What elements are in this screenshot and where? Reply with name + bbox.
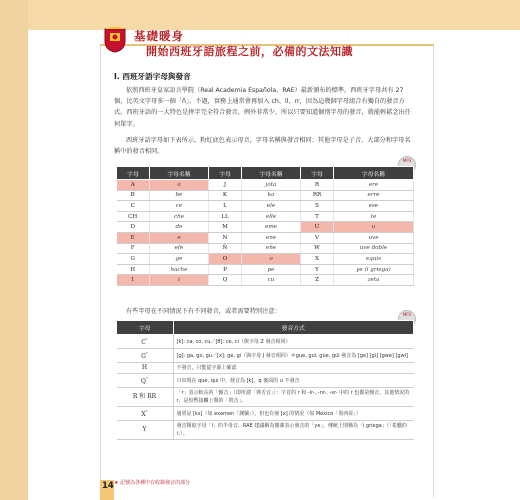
audio-mark-icon: * bbox=[145, 351, 148, 356]
footnote: ★ 記號為各種中有收錄發音的部分 bbox=[114, 480, 191, 486]
letter-label: X bbox=[141, 411, 146, 418]
alphabet-header-cell: 字母 bbox=[209, 167, 242, 180]
audio-mark-icon: * bbox=[145, 376, 148, 381]
letter-cell: M bbox=[209, 222, 242, 233]
letter-name-cell: eme bbox=[241, 222, 300, 233]
table-row bbox=[117, 275, 414, 286]
special-header-cell: 發音方式 bbox=[173, 321, 414, 335]
intro-paragraph: 依照西班牙皇家語言學院（Real Academia Española，RAE）最新頒布的標準，西班牙字母共有 27 個，比英文字母多一個「ñ」。不過，實務上通常會再加入 ch、ll、rr，因為這幾個字母組合有獨自的發音方式。西班牙語的一大特色是拼字完全符合發音，例外非常少，所以只要知道個別字母的發音，就能輕鬆念出任何單字。 bbox=[114, 87, 411, 128]
letter-cell: X bbox=[301, 254, 334, 265]
letter-cell bbox=[117, 349, 174, 363]
letter-name-cell: uve doble bbox=[334, 243, 414, 254]
letter-cell: U bbox=[301, 222, 334, 233]
letter-cell: R bbox=[301, 180, 334, 191]
letter-name-cell: equis bbox=[334, 254, 414, 265]
letter-name-cell: jota bbox=[241, 180, 300, 191]
letter-name-cell: cu bbox=[241, 275, 300, 286]
letter-name-cell: be bbox=[149, 190, 208, 201]
table-row bbox=[117, 222, 414, 233]
table-row bbox=[117, 388, 414, 407]
letter-cell: T bbox=[301, 211, 334, 222]
letter-name-cell: hache bbox=[149, 264, 208, 275]
table-row bbox=[117, 363, 414, 374]
top-frame bbox=[0, 0, 520, 30]
letter-label: Y bbox=[142, 426, 147, 433]
letter-cell bbox=[117, 407, 174, 421]
pronunciation-cell: 「r」表示較長的「顫音」（即所謂「彈舌音」）：字首的 r 和 -lr-, -nr-, -sr- 中的 r 也都是顫音，其他情況的 r，是短暫接觸上顎的「閃音」。 bbox=[173, 388, 414, 407]
spain-emblem-icon bbox=[103, 27, 127, 53]
alphabet-header-cell: 字母名稱 bbox=[334, 167, 414, 180]
audio-mark-icon: * bbox=[145, 337, 148, 342]
alphabet-header-cell: 字母名稱 bbox=[149, 167, 208, 180]
letter-name-cell: efe bbox=[149, 243, 208, 254]
letter-name-cell: zeta bbox=[334, 275, 414, 286]
letter-cell: B bbox=[117, 190, 150, 201]
letter-cell: N bbox=[209, 232, 242, 243]
letter-cell: Ñ bbox=[209, 243, 242, 254]
letter-name-cell: uve bbox=[334, 232, 414, 243]
table-row bbox=[117, 211, 414, 222]
audio-mark-icon: * bbox=[145, 409, 148, 414]
table-row bbox=[117, 374, 414, 388]
table-row bbox=[117, 243, 414, 254]
letter-name-cell: ge bbox=[149, 254, 208, 265]
letter-cell: Q bbox=[209, 275, 242, 286]
alphabet-table bbox=[116, 166, 414, 286]
pronunciation-cell: [k]: ca, co, cu／[θ]: ce, ci（與字母 Z 發音相同） bbox=[173, 335, 414, 349]
letter-cell: J bbox=[209, 180, 242, 191]
letter-cell: V bbox=[301, 232, 334, 243]
letter-name-cell: ele bbox=[241, 201, 300, 212]
letter-cell: P bbox=[209, 264, 242, 275]
table-row bbox=[117, 421, 414, 440]
chapter-title: 基礎暖身 bbox=[134, 29, 184, 43]
letter-label: R 和 RR bbox=[132, 393, 157, 400]
letter-cell: I bbox=[117, 275, 150, 286]
table-row bbox=[117, 407, 414, 421]
letter-label: G bbox=[141, 353, 146, 360]
letter-cell: LL bbox=[209, 211, 242, 222]
letter-name-cell: u bbox=[334, 222, 414, 233]
letter-cell: CH bbox=[117, 211, 150, 222]
table-row bbox=[117, 190, 414, 201]
letter-name-cell: pe bbox=[241, 264, 300, 275]
letter-cell bbox=[117, 363, 174, 374]
letter-name-cell: te bbox=[334, 211, 414, 222]
letter-cell: E bbox=[117, 232, 150, 243]
letter-label: Q bbox=[141, 378, 146, 385]
table-row bbox=[117, 264, 414, 275]
letter-name-cell: eñe bbox=[241, 243, 300, 254]
letter-name-cell: e bbox=[149, 232, 208, 243]
letter-name-cell: ene bbox=[241, 232, 300, 243]
letter-cell: S bbox=[301, 201, 334, 212]
letter-cell bbox=[117, 335, 174, 349]
letter-name-cell: de bbox=[149, 222, 208, 233]
pronunciation-cell: 不發音，只能從字源上確認 bbox=[173, 363, 414, 374]
special-paragraph: 有些字母在不同情況下有不同發音，或者需要特別注意： bbox=[126, 308, 281, 315]
letter-cell: Z bbox=[301, 275, 334, 286]
letter-cell bbox=[117, 374, 174, 388]
letter-label: C bbox=[141, 339, 146, 346]
letter-name-cell: a bbox=[149, 180, 208, 191]
letter-name-cell: elle bbox=[241, 211, 300, 222]
page-number: 14 bbox=[102, 481, 114, 491]
letter-cell: H bbox=[117, 264, 150, 275]
left-frame bbox=[0, 0, 28, 500]
letter-cell: C bbox=[117, 201, 150, 212]
letter-name-cell: erre bbox=[334, 190, 414, 201]
table-row bbox=[117, 349, 414, 363]
letter-name-cell: ye (i griega) bbox=[334, 264, 414, 275]
pronunciation-cell: 通常是 [ks]（如 examen「測驗」），但也有發 [x] 的情況（如 México「墨西哥」） bbox=[173, 407, 414, 421]
letter-cell: F bbox=[117, 243, 150, 254]
letter-name-cell: che bbox=[149, 211, 208, 222]
table-row bbox=[117, 180, 414, 191]
chapter-subtitle: 開始西班牙語旅程之前，必備的文法知識 bbox=[146, 45, 353, 58]
alphabet-header-cell: 字母 bbox=[117, 167, 150, 180]
table-row bbox=[117, 335, 414, 349]
letter-cell: D bbox=[117, 222, 150, 233]
mp3-track-001-icon[interactable]: MP3 bbox=[398, 156, 416, 174]
pronunciation-cell: [g]: ga, go, gu／[x]: ge, gi（與字母 J 發音相同）＊gue, gui, güe, güi 發音為 [ge] [gi] [gwe] [gwi] bbox=[173, 349, 414, 363]
special-table-header bbox=[117, 321, 414, 335]
mp3-track-002-icon[interactable]: MP3 bbox=[398, 310, 416, 328]
pronunciation-cell: 只出現在 que, qui 中，發音為 [k]，q 後面的 u 不發音 bbox=[173, 374, 414, 388]
table-row bbox=[117, 254, 414, 265]
letter-cell: RR bbox=[301, 190, 334, 201]
table-row bbox=[117, 232, 414, 243]
letter-cell: A bbox=[117, 180, 150, 191]
table-row bbox=[117, 201, 414, 212]
section-heading: I. 西班牙語字母與發音 bbox=[114, 72, 191, 81]
letter-cell: L bbox=[209, 201, 242, 212]
pronunciation-cell: 發音類似字母「I」的半母音，RAE 建議稱為簡潔表示發音的「ye」，傳統上則稱為「i griega」（「希臘的 i」）。 bbox=[173, 421, 414, 440]
letter-name-cell: ce bbox=[149, 201, 208, 212]
letter-name-cell: ka bbox=[241, 190, 300, 201]
letter-name-cell: o bbox=[241, 254, 300, 265]
letter-name-cell: ese bbox=[334, 201, 414, 212]
alphabet-header-cell: 字母名稱 bbox=[241, 167, 300, 180]
alphabet-paragraph: 西班牙語字母如下表所示，粉紅底色表示母音，字母名稱與發音相同；其他字母是子音，大部分和字母名稱中的發音相同。 bbox=[114, 137, 411, 156]
letter-cell bbox=[117, 388, 174, 407]
special-pronunciation-table bbox=[116, 320, 414, 440]
letter-cell: O bbox=[209, 254, 242, 265]
alphabet-header-cell: 字母 bbox=[301, 167, 334, 180]
letter-cell: K bbox=[209, 190, 242, 201]
letter-cell: G bbox=[117, 254, 150, 265]
special-header-cell: 字母 bbox=[117, 321, 174, 335]
letter-cell: Y bbox=[301, 264, 334, 275]
letter-cell bbox=[117, 421, 174, 440]
letter-name-cell: ere bbox=[334, 180, 414, 191]
letter-name-cell: i bbox=[149, 275, 208, 286]
alphabet-table-header bbox=[117, 167, 414, 180]
letter-cell: W bbox=[301, 243, 334, 254]
letter-label: H bbox=[141, 364, 148, 371]
